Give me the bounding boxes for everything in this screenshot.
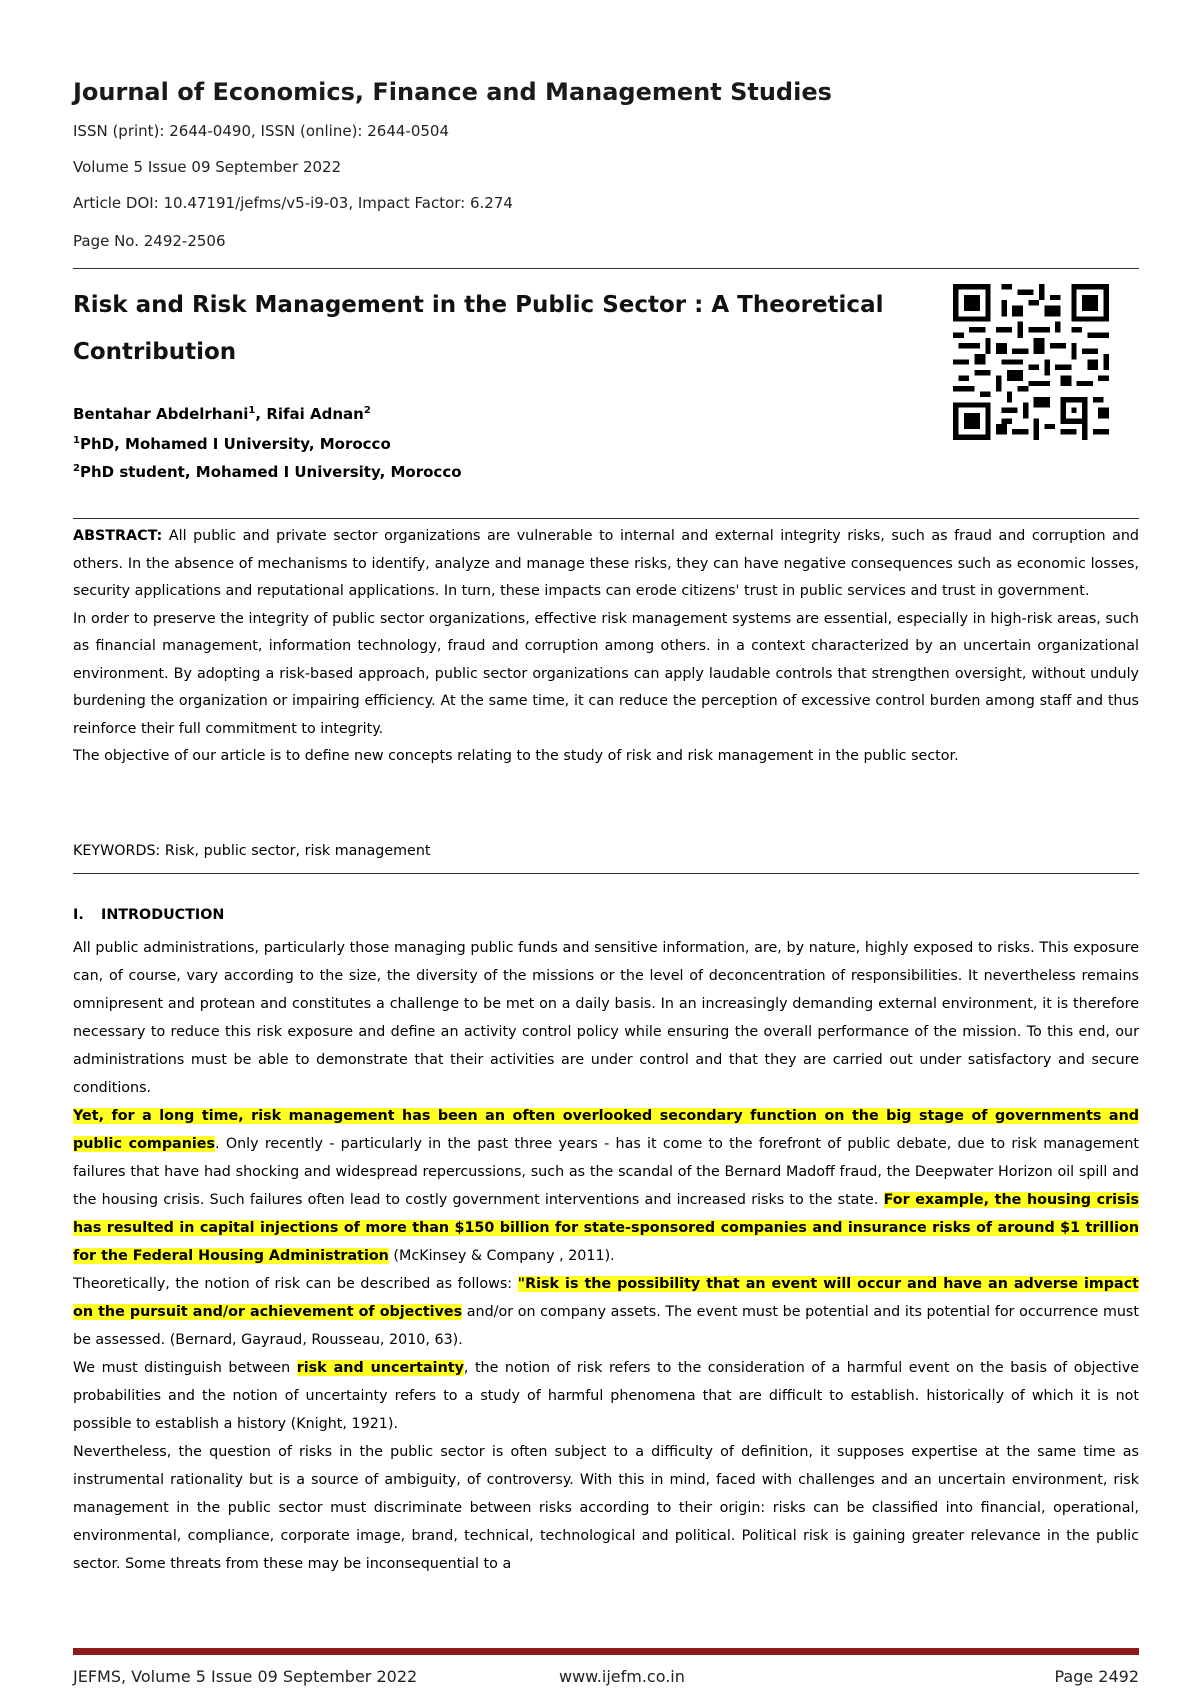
volume-line: Volume 5 Issue 09 September 2022 — [73, 158, 342, 176]
body-paragraph: All public administrations, particularly those managing public funds and sensitive information, are, by nature, highly exposed to risks. This exposure can, of course, vary according to the size, the diversity of the missions or the level of deconcentration of responsibilities. It nevertheless remains omnipresent and protean and constitutes a challenge to be met on a daily basis. In an increasingly demanding external environment, it is therefore necessary to reduce this risk exposure and define an activity control policy while ensuring the overall performance of the mission. To this end, our administrations must be able to demonstrate that their activities are under control and that they are carried out under satisfactory and secure conditions. — [73, 940, 1139, 1096]
body-paragraph — [73, 1102, 1139, 1270]
section-title: INTRODUCTION — [101, 907, 225, 923]
body-text: (McKinsey & Company , 2011). — [388, 1248, 615, 1264]
affiliation — [73, 463, 462, 481]
author-name: Rifai Adnan — [266, 405, 364, 423]
author-affil-marker: 1 — [248, 405, 256, 416]
affiliation-marker: 2 — [73, 463, 80, 474]
page-range: Page No. 2492-2506 — [73, 232, 226, 250]
body-text: and/or on company assets. The event must be potential and its potential for occurrence must be assessed. (Bernard, Gayraud, Rousseau, 2010, 63). — [73, 1304, 1139, 1348]
doi-line: Article DOI: 10.47191/jefms/v5-i9-03, Impact Factor: 6.274 — [73, 194, 513, 212]
highlighted-text: For example, the housing crisis has resulted in capital injections of more than $150 billion for state-sponsored companies and insurance risks of around $1 trillion for the Federal Housing Administration — [73, 1192, 1139, 1264]
affiliation-text: PhD student, Mohamed I University, Morocco — [79, 463, 462, 481]
footer-bar — [73, 1648, 1139, 1655]
introduction-body — [73, 934, 1139, 1578]
body-paragraph — [73, 1354, 1139, 1438]
article-title: Risk and Risk Management in the Public Sector : A Theoretical Contribution — [73, 292, 884, 365]
paper-page — [73, 0, 1139, 1696]
section-number: I. — [73, 907, 84, 923]
section-heading — [73, 907, 224, 923]
keywords — [73, 843, 431, 859]
abstract-label: ABSTRACT: — [73, 528, 163, 544]
issn-line: ISSN (print): 2644-0490, ISSN (online): 2644-0504 — [73, 122, 450, 140]
keywords-label: KEYWORDS: — [73, 843, 161, 859]
qr-code-icon — [953, 284, 1109, 440]
footer-page-number: Page 2492 — [1054, 1667, 1139, 1686]
footer-journal: JEFMS, Volume 5 Issue 09 September 2022 — [73, 1667, 418, 1686]
abstract-text: All public and private sector organizations are vulnerable to internal and external integrity risks, such as fraud and corruption and others. In the absence of mechanisms to identify, analyze and manage these risks, they can have negative consequences such as economic losses, security applications and reputational applications. In turn, these impacts can erode citizens' trust in public services and trust in government. — [73, 528, 1139, 599]
abstract-paragraph — [73, 523, 1139, 606]
footer-website-link[interactable]: www.ijefm.co.in — [559, 1667, 685, 1686]
body-paragraph — [73, 1270, 1139, 1354]
affiliation-marker: 1 — [73, 435, 80, 446]
body-text: Theoretically, the notion of risk can be described as follows: — [73, 1276, 518, 1292]
abstract-paragraph: The objective of our article is to define new concepts relating to the study of risk and risk management in the public sector. — [73, 748, 959, 764]
affiliation-text: PhD, Mohamed I University, Morocco — [79, 435, 391, 453]
highlighted-text: "Risk is the possibility that an event will occur and have an adverse impact on the pursuit and/or achievement of objectives — [73, 1276, 1140, 1320]
abstract — [73, 523, 1139, 771]
abstract-top-rule — [73, 518, 1139, 519]
body-text: We must distinguish between — [73, 1360, 297, 1376]
abstract-bottom-rule — [73, 873, 1139, 874]
author-name: Bentahar Abdelrhani — [73, 405, 249, 423]
highlighted-text: Yet, for a long time, risk management has been an often overlooked secondary function on the big stage of governments and public companies — [73, 1108, 1139, 1152]
highlighted-text: risk and uncertainty — [296, 1360, 464, 1376]
affiliation — [73, 435, 391, 453]
author-affil-marker: 2 — [363, 405, 371, 416]
body-paragraph: Nevertheless, the question of risks in the public sector is often subject to a difficulty of definition, it supposes expertise at the same time as instrumental rationality but is a source of ambiguity, of controversy. With this in mind, faced with challenges and an uncertain environment, risk management in the public sector must discriminate between risks according to their origin: risks can be classified into financial, operational, environmental, compliance, corporate image, brand, technical, technological and political. Political risk is gaining greater relevance in the public sector. Some threats from these may be inconsequential to a — [73, 1444, 1139, 1572]
body-text: . Only recently - particularly in the past three years - has it come to the forefront of public debate, due to risk management failures that have had shocking and widespread repercussions, such as the scandal of the Bernard Madoff fraud, the Deepwater Horizon oil spill and the housing crisis. Such failures often lead to costly government interventions and increased risks to the state. — [73, 1136, 1140, 1208]
author-list — [73, 405, 371, 423]
header-divider — [73, 268, 1139, 269]
abstract-paragraph: In order to preserve the integrity of public sector organizations, effective risk management systems are essential, especially in high-risk areas, such as financial management, information technology, fraud and corruption among others. in a context characterized by an uncertain organizational environment. By adopting a risk-based approach, public sector organizations can apply laudable controls that strengthen oversight, without unduly burdening the organization or impairing efficiency. At the same time, it can reduce the perception of excessive control burden among staff and thus reinforce their full commitment to integrity. — [73, 610, 1139, 737]
journal-title: Journal of Economics, Finance and Management Studies — [73, 78, 832, 106]
body-text: , the notion of risk refers to the consideration of a harmful event on the basis of objective probabilities and the notion of uncertainty refers to a study of harmful phenomena that are difficult to establish. historically of which it is not possible to establish a history (Knight, 1921). — [73, 1360, 1139, 1432]
author-separator: , — [255, 405, 267, 423]
keywords-text: Risk, public sector, risk management — [160, 843, 431, 859]
